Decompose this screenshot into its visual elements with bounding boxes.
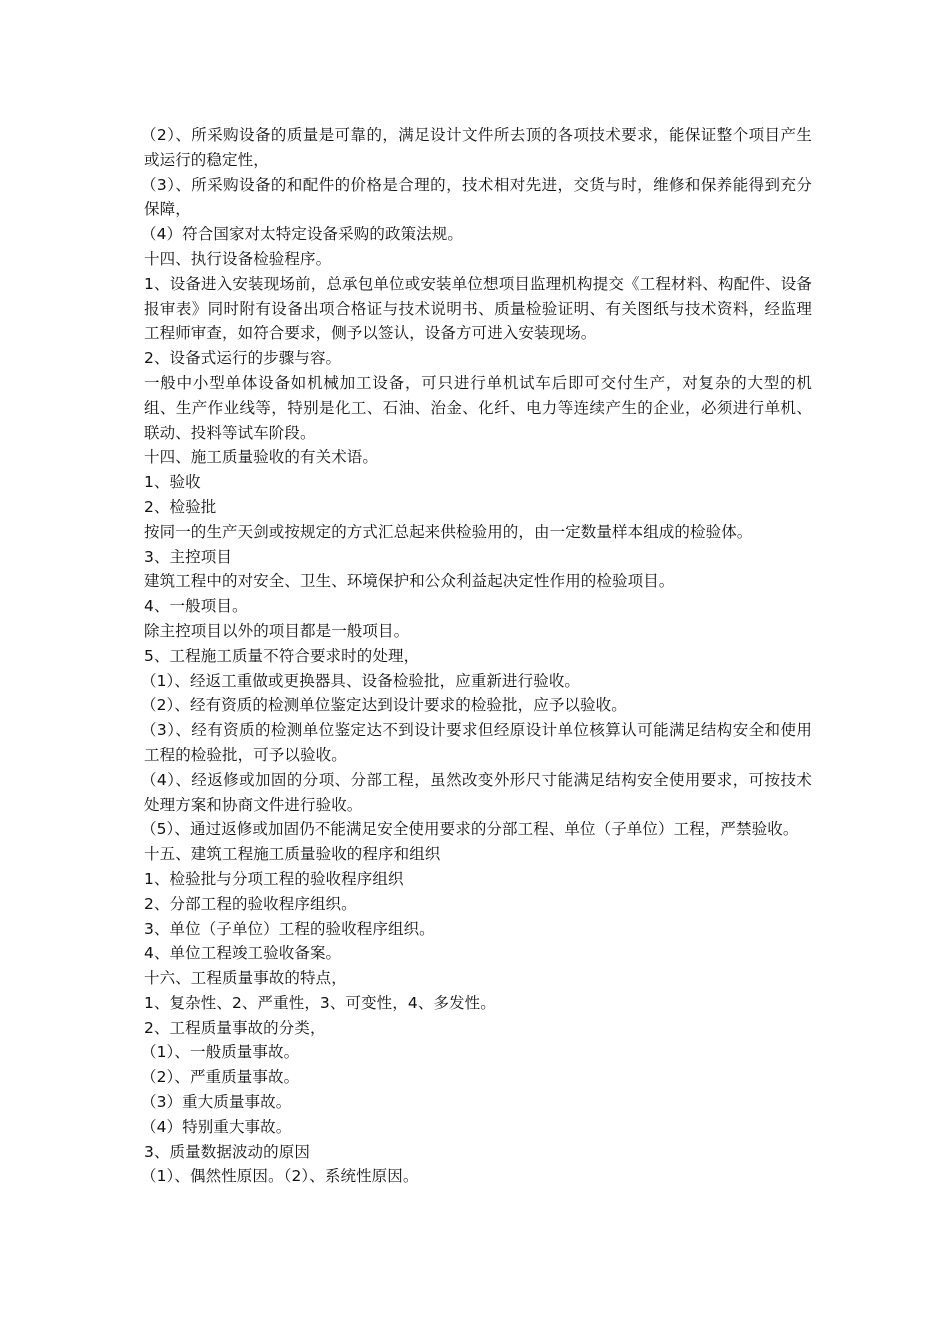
section-heading: 十五、建筑工程施工质量验收的程序和组织 xyxy=(144,845,441,864)
paragraph: 1、验收 xyxy=(144,473,201,492)
paragraph: 2、分部工程的验收程序组织。 xyxy=(144,894,357,913)
paragraph: （2）、严重质量事故。 xyxy=(141,1068,300,1087)
paragraph: （1）、经返工重做或更换器具、设备检验批，应重新进行验收。 xyxy=(141,671,581,690)
paragraph: 1、复杂性、2、严重性，3、可变性，4、多发性。 xyxy=(144,993,496,1012)
section-heading: 十四、施工质量验收的有关术语。 xyxy=(144,448,379,467)
paragraph: 一般中小型单体设备如机械加工设备，可只进行单机试车后即可交付生产，对复杂的大型的机组、生产作业线等，特别是化工、石油、治金、化纤、电力等连续产生的企业，必须进行单机、联动、投料等试车阶段。 xyxy=(144,373,812,442)
paragraph: 4、一般项目。 xyxy=(144,597,248,616)
paragraph: （4）符合国家对太特定设备采购的政策法规。 xyxy=(141,225,463,244)
paragraph: （2）、所采购设备的质量是可靠的，满足设计文件所去顶的各项技术要求，能保证整个项目产生或运行的稳定性， xyxy=(141,126,812,169)
paragraph: （3）重大质量事故。 xyxy=(141,1093,292,1112)
paragraph: （5）、通过返修或加固仍不能满足安全使用要求的分部工程、单位（子单位）工程，严禁验收。 xyxy=(141,820,799,839)
paragraph: 2、工程质量事故的分类， xyxy=(144,1018,326,1037)
paragraph: 5、工程施工质量不符合要求时的处理， xyxy=(144,646,420,665)
paragraph: 1、检验批与分项工程的验收程序组织 xyxy=(144,869,404,888)
paragraph: 3、单位（子单位）工程的验收程序组织。 xyxy=(144,919,435,938)
paragraph: 1、设备进入安装现场前，总承包单位或安装单位想项目监理机构提交《工程材料、构配件、设备报审表》同时附有设备出项合格证与技术说明书、质量检验证明、有关图纸与技术资料，经监理工程师审查，如符合要求，侧予以签认，设备方可进入安装现场。 xyxy=(144,274,812,343)
paragraph: （4）特别重大事故。 xyxy=(141,1117,292,1136)
section-heading: 十六、工程质量事故的特点， xyxy=(144,969,347,988)
section-heading: 十四、执行设备检验程序。 xyxy=(144,249,332,268)
paragraph: 4、单位工程竣工验收备案。 xyxy=(144,944,342,963)
paragraph: 除主控项目以外的项目都是一般项目。 xyxy=(144,621,410,640)
paragraph: 3、质量数据波动的原因 xyxy=(144,1142,310,1161)
paragraph: 2、检验批 xyxy=(144,497,217,516)
paragraph: （1）、偶然性原因。（2）、系统性原因。 xyxy=(141,1167,419,1186)
paragraph: 2、设备式运行的步骤与容。 xyxy=(144,349,342,368)
paragraph: 3、主控项目 xyxy=(144,547,232,566)
paragraph: （2）、经有资质的检测单位鉴定达到设计要求的检验批，应予以验收。 xyxy=(141,696,627,715)
paragraph: （4）、经返修或加固的分项、分部工程，虽然改变外形尺寸能满足结构安全使用要求，可按技术处理方案和协商文件进行验收。 xyxy=(141,770,812,814)
paragraph: 建筑工程中的对安全、卫生、环境保护和公众利益起决定性作用的检验项目。 xyxy=(144,572,675,591)
document-body xyxy=(141,123,812,1189)
paragraph: （1）、一般质量事故。 xyxy=(141,1043,300,1062)
paragraph: （3）、经有资质的检测单位鉴定达不到设计要求但经原设计单位核算认可能满足结构安全和使用工程的检验批，可予以验收。 xyxy=(141,721,812,764)
paragraph: 按同一的生产天剑或按规定的方式汇总起来供检验用的，由一定数量样本组成的检验体。 xyxy=(144,522,753,541)
paragraph: （3）、所采购设备的和配件的价格是合理的，技术相对先进，交货与时，维修和保养能得到充分保障， xyxy=(141,175,812,219)
